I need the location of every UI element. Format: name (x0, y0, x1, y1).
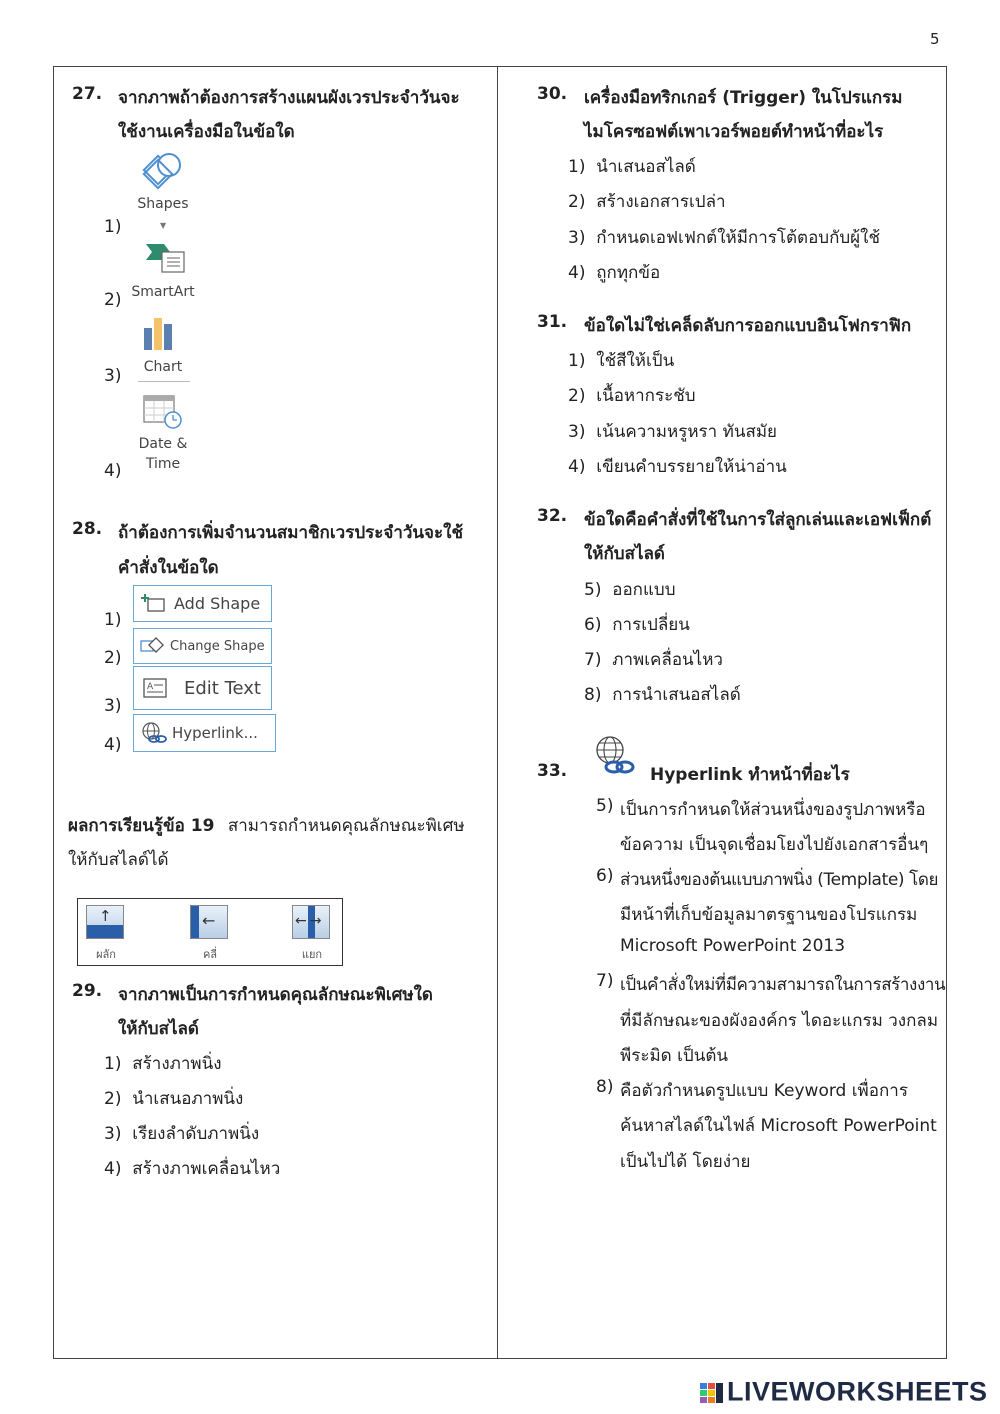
question-number: 29. (72, 981, 103, 1001)
option-number: 2) (104, 290, 122, 310)
option-number: 2) (568, 386, 586, 406)
option-7[interactable] (584, 646, 723, 673)
option-number: 1) (568, 351, 586, 371)
chart-underline (138, 381, 190, 382)
date-time-label-1: Date & (138, 436, 188, 452)
edit-text-button[interactable] (133, 666, 272, 710)
change-shape-label: Change Shape (170, 638, 265, 654)
option-4[interactable] (104, 1155, 280, 1182)
option-number: 3) (104, 696, 122, 716)
calendar-clock-icon (118, 392, 208, 432)
push-effect-icon: ↑ (86, 905, 124, 939)
option-4[interactable] (568, 453, 787, 480)
option-text: เขียนคำบรรยายให้น่าอ่าน (596, 457, 787, 477)
change-shape-button[interactable] (133, 628, 272, 664)
edit-text-icon (140, 674, 180, 702)
question-number: 32. (537, 506, 568, 526)
question-text: ใช้งานเครื่องมือในข้อใด (118, 122, 295, 142)
dropdown-arrow-icon: ▼ (160, 221, 167, 230)
option-number: 6) (596, 866, 614, 886)
question-text: จากภาพถ้าต้องการสร้างแผนผังเวรประจำวันจะ (118, 88, 460, 108)
option-text: สร้างเอกสารเปล่า (596, 192, 726, 212)
smartart-label: SmartArt (131, 284, 195, 300)
option-2[interactable] (104, 1085, 243, 1112)
option-number: 1) (568, 157, 586, 177)
chart-option[interactable] (118, 314, 208, 384)
question-text: คำสั่งในข้อใด (118, 558, 219, 578)
wipe-effect[interactable] (190, 905, 230, 963)
question-text: ให้กับสไลด์ (118, 1019, 199, 1039)
option-4[interactable] (568, 259, 660, 286)
column-divider (497, 66, 498, 1359)
change-shape-icon (138, 635, 170, 657)
hyperlink-button[interactable] (133, 714, 276, 752)
push-effect-label: ผลัก (96, 948, 116, 961)
date-time-label-2: Time (145, 456, 181, 472)
question-text: ไมโครซอฟต์เพาเวอร์พอยต์ทำหน้าที่อะไร (584, 122, 884, 142)
option-text: เป็นไปได้ โดยง่าย (620, 1152, 751, 1172)
option-1[interactable] (568, 153, 696, 180)
option-text: เนื้อหากระชับ (596, 386, 696, 406)
question-text: เครื่องมือทริกเกอร์ (Trigger) ในโปรแกรม (584, 88, 903, 108)
option-1[interactable] (104, 1050, 222, 1077)
question-text: ข้อใดไม่ใช่เคล็ดลับการออกแบบอินโฟกราฟิก (584, 316, 912, 336)
option-text: ออกแบบ (612, 580, 676, 600)
add-shape-label: Add Shape (174, 594, 261, 613)
option-number: 8) (596, 1077, 614, 1097)
liveworksheets-brand-text: LIVEWORKSHEETS (727, 1376, 988, 1407)
option-number: 3) (568, 228, 586, 248)
question-text: ข้อใดคือคำสั่งที่ใช้ในการใส่ลูกเล่นและเอฟเฟ็กต์ (584, 510, 932, 530)
chart-icon (118, 314, 208, 354)
option-3[interactable] (104, 1120, 259, 1147)
outcome-text: สามารถกำหนดคุณลักษณะพิเศษ (227, 816, 465, 836)
hyperlink-label: Hyperlink... (172, 724, 258, 742)
option-text: พีระมิด เป็นต้น (620, 1046, 729, 1066)
option-8[interactable] (584, 681, 741, 708)
effect-options-toolbar (77, 898, 343, 966)
outcome-label: ผลการเรียนรู้ข้อ 19 (68, 816, 215, 836)
option-6[interactable] (584, 611, 690, 638)
option-number: 5) (584, 580, 602, 600)
option-text: เน้นความหรูหรา ทันสมัย (596, 422, 777, 442)
outcome-line-2: ให้กับสไลด์ได้ (68, 850, 169, 870)
page-number: 5 (930, 30, 940, 48)
hyperlink-globe-icon (590, 734, 638, 778)
shapes-label: Shapes (137, 196, 189, 212)
option-text: ถูกทุกข้อ (596, 263, 661, 283)
smartart-icon (118, 240, 208, 276)
option-number: 4) (104, 735, 122, 755)
option-3[interactable] (568, 224, 880, 251)
outcome-line-1 (68, 812, 465, 839)
edit-text-label: Edit Text (184, 677, 261, 699)
option-text: เป็นคำสั่งใหม่ที่มีความสามารถในการสร้างงาน (620, 975, 946, 995)
split-effect-label: แยก (301, 948, 323, 961)
option-number: 2) (104, 648, 122, 668)
option-number: 1) (104, 1054, 122, 1074)
option-number: 1) (104, 610, 122, 630)
push-effect[interactable] (86, 905, 126, 963)
option-number: 3) (568, 422, 586, 442)
option-text: นำเสนอภาพนิ่ง (132, 1089, 244, 1109)
question-text: จากภาพเป็นการกำหนดคุณลักษณะพิเศษใด (118, 985, 433, 1005)
option-number: 4) (104, 1159, 122, 1179)
smartart-option[interactable] (118, 240, 208, 306)
split-effect-icon: ←→ (292, 905, 330, 939)
option-2[interactable] (568, 382, 696, 409)
option-number: 2) (104, 1089, 122, 1109)
option-text: เรียงลำดับภาพนิ่ง (132, 1124, 260, 1144)
option-number: 8) (584, 685, 602, 705)
date-time-option[interactable] (118, 392, 208, 476)
option-3[interactable] (568, 418, 777, 445)
wipe-effect-label: คลี่ (202, 948, 218, 961)
option-number: 1) (104, 217, 122, 237)
option-text: สร้างภาพนิ่ง (132, 1054, 222, 1074)
option-text: สร้างภาพเคลื่อนไหว (132, 1159, 281, 1179)
option-text: ข้อความ เป็นจุดเชื่อมโยงไปยังเอกสารอื่นๆ (620, 835, 929, 855)
option-text: ภาพเคลื่อนไหว (612, 650, 723, 670)
option-number: 7) (584, 650, 602, 670)
option-text: การนำเสนอสไลด์ (612, 685, 741, 705)
option-text: ค้นหาสไลด์ในไฟล์ Microsoft PowerPoint (620, 1116, 937, 1136)
add-shape-icon (140, 592, 174, 616)
liveworksheets-logo (700, 1375, 988, 1407)
option-number: 6) (584, 615, 602, 635)
shapes-option[interactable] (118, 150, 208, 235)
option-text: กำหนดเอฟเฟกต์ให้มีการโต้ตอบกับผู้ใช้ (596, 228, 880, 248)
question-number: 30. (537, 84, 568, 104)
question-number: 31. (537, 312, 568, 332)
chart-label: Chart (143, 359, 183, 375)
option-number: 3) (104, 366, 122, 386)
question-number: 33. (537, 761, 568, 781)
question-text: ให้กับสไลด์ (584, 544, 665, 564)
split-effect[interactable] (292, 905, 332, 963)
wipe-effect-icon: ← (190, 905, 228, 939)
option-number: 2) (568, 192, 586, 212)
option-text: ที่มีลักษณะของผังองค์กร ไดอะแกรม วงกลม (620, 1011, 939, 1031)
option-number: 4) (568, 457, 586, 477)
option-1[interactable] (568, 347, 674, 374)
option-text: ใช้สีให้เป็น (596, 351, 675, 371)
shapes-icon (118, 150, 208, 194)
option-text: ส่วนหนึ่งของต้นแบบภาพนิ่ง (Template) โดย (620, 870, 939, 890)
option-text: นำเสนอสไลด์ (596, 157, 696, 177)
option-text: Microsoft PowerPoint 2013 (620, 936, 846, 956)
option-5[interactable] (584, 576, 676, 603)
hyperlink-globe-icon (138, 720, 172, 746)
svg-text:A: A (147, 682, 154, 692)
option-text: คือตัวกำหนดรูปแบบ Keyword เพื่อการ (620, 1081, 908, 1101)
option-number: 3) (104, 1124, 122, 1144)
question-number: 27. (72, 84, 103, 104)
liveworksheets-logo-icon (700, 1381, 724, 1403)
option-number: 7) (596, 971, 614, 991)
option-text: มีหน้าที่เก็บข้อมูลมาตรฐานของโปรแกรม (620, 905, 918, 925)
option-number: 4) (104, 461, 122, 481)
add-shape-button[interactable] (133, 585, 272, 622)
option-number: 5) (596, 796, 614, 816)
option-number: 4) (568, 263, 586, 283)
question-number: 28. (72, 519, 103, 539)
option-text: การเปลี่ยน (612, 615, 690, 635)
option-2[interactable] (568, 188, 726, 215)
question-text: ถ้าต้องการเพิ่มจำนวนสมาชิกเวรประจำวันจะใช้ (118, 523, 463, 543)
option-text: เป็นการกำหนดให้ส่วนหนึ่งของรูปภาพหรือ (620, 800, 926, 820)
question-text: Hyperlink ทำหน้าที่อะไร (650, 765, 850, 785)
